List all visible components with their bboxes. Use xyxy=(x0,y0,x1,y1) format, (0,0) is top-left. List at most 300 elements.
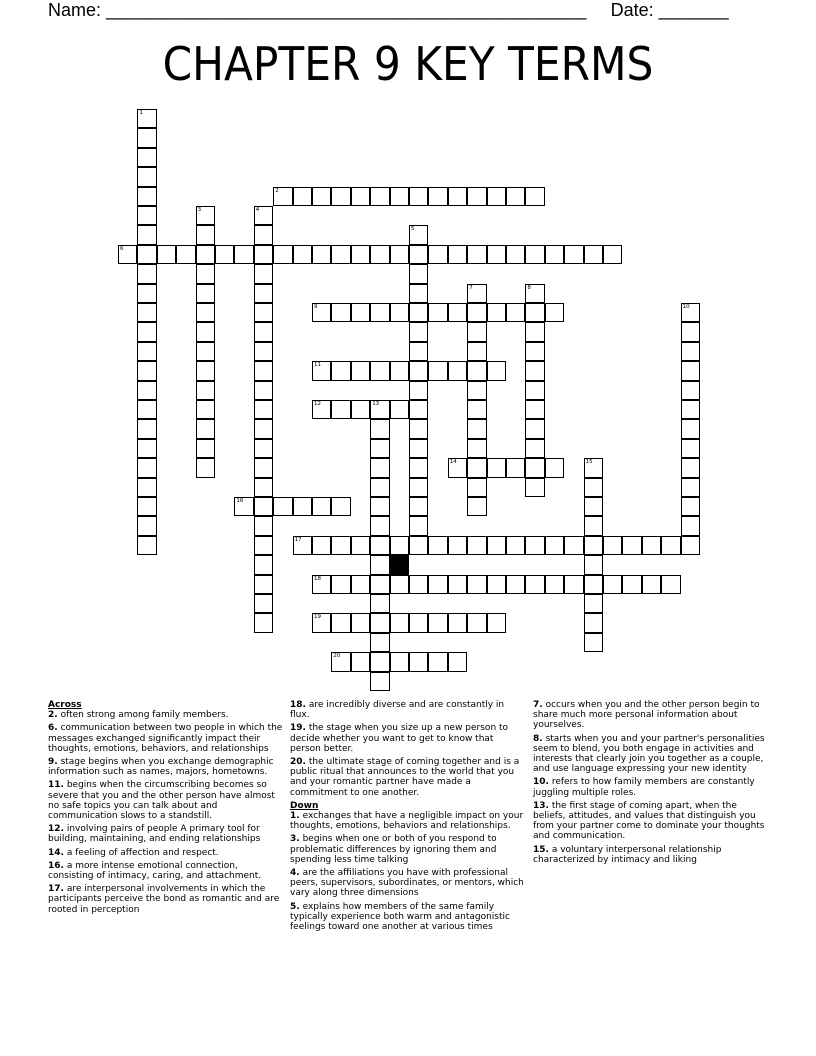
grid-cell[interactable] xyxy=(370,303,389,322)
grid-cell[interactable] xyxy=(525,322,544,341)
grid-cell[interactable] xyxy=(196,245,215,264)
grid-cell[interactable] xyxy=(137,361,156,380)
grid-cell[interactable] xyxy=(196,322,215,341)
grid-cell[interactable] xyxy=(448,613,467,632)
grid-cell[interactable] xyxy=(428,361,447,380)
grid-cell[interactable] xyxy=(351,187,370,206)
grid-cell[interactable] xyxy=(681,478,700,497)
grid-cell[interactable] xyxy=(370,478,389,497)
grid-cell[interactable] xyxy=(390,575,409,594)
grid-cell[interactable] xyxy=(118,245,137,264)
grid-cell[interactable] xyxy=(525,361,544,380)
grid-cell[interactable] xyxy=(137,167,156,186)
grid-cell[interactable] xyxy=(409,419,428,438)
grid-cell[interactable] xyxy=(137,419,156,438)
grid-cell[interactable] xyxy=(681,439,700,458)
grid-cell[interactable] xyxy=(254,419,273,438)
grid-cell[interactable] xyxy=(584,594,603,613)
grid-cell[interactable] xyxy=(331,613,350,632)
grid-cell[interactable] xyxy=(351,361,370,380)
grid-cell[interactable] xyxy=(467,361,486,380)
grid-cell[interactable] xyxy=(448,361,467,380)
grid-cell[interactable] xyxy=(448,187,467,206)
grid-cell[interactable] xyxy=(525,575,544,594)
grid-cell[interactable] xyxy=(661,536,680,555)
grid-cell[interactable] xyxy=(137,536,156,555)
grid-cell[interactable] xyxy=(254,478,273,497)
grid-cell[interactable] xyxy=(506,575,525,594)
grid-cell[interactable] xyxy=(273,187,292,206)
grid-cell[interactable] xyxy=(273,497,292,516)
grid-cell[interactable] xyxy=(331,400,350,419)
grid-cell[interactable] xyxy=(234,497,253,516)
grid-cell[interactable] xyxy=(196,264,215,283)
grid-cell[interactable] xyxy=(254,497,273,516)
grid-cell[interactable] xyxy=(525,245,544,264)
grid-cell[interactable] xyxy=(409,303,428,322)
grid-cell[interactable] xyxy=(370,652,389,671)
grid-cell[interactable] xyxy=(254,516,273,535)
grid-cell[interactable] xyxy=(584,555,603,574)
grid-cell[interactable] xyxy=(312,536,331,555)
grid-cell[interactable] xyxy=(409,187,428,206)
grid-cell[interactable] xyxy=(254,536,273,555)
grid-cell[interactable] xyxy=(137,439,156,458)
grid-cell[interactable] xyxy=(564,536,583,555)
grid-cell[interactable] xyxy=(681,303,700,322)
grid-cell[interactable] xyxy=(331,245,350,264)
grid-cell[interactable] xyxy=(196,206,215,225)
grid-cell[interactable] xyxy=(137,478,156,497)
grid-cell[interactable] xyxy=(137,187,156,206)
across-clue-text: stage begins when you exchange demographic information such as names, majors, hometowns. xyxy=(48,757,274,778)
down-clue-text: are the affiliations you have with professional peers, supervisors, subordinates, or mentors, which vary along three dimensions xyxy=(290,868,524,899)
grid-cell[interactable] xyxy=(506,187,525,206)
grid-cell[interactable] xyxy=(467,381,486,400)
grid-cell[interactable] xyxy=(137,497,156,516)
grid-cell[interactable] xyxy=(525,381,544,400)
grid-cell[interactable] xyxy=(409,613,428,632)
grid-cell[interactable] xyxy=(506,458,525,477)
grid-cell[interactable] xyxy=(584,245,603,264)
grid-cell[interactable] xyxy=(506,245,525,264)
grid-cell[interactable] xyxy=(370,555,389,574)
grid-cell[interactable] xyxy=(370,613,389,632)
grid-cell[interactable] xyxy=(273,245,292,264)
clue-number-label: 20 xyxy=(333,653,341,660)
grid-cell[interactable] xyxy=(545,245,564,264)
grid-cell[interactable] xyxy=(681,536,700,555)
grid-cell[interactable] xyxy=(254,322,273,341)
grid-cell[interactable] xyxy=(409,497,428,516)
grid-cell[interactable] xyxy=(196,419,215,438)
grid-cell[interactable] xyxy=(428,613,447,632)
grid-cell[interactable] xyxy=(467,478,486,497)
grid-cell[interactable] xyxy=(331,303,350,322)
across-clue-number: 16. xyxy=(48,860,64,871)
grid-cell[interactable] xyxy=(603,575,622,594)
grid-cell[interactable] xyxy=(584,458,603,477)
grid-cell[interactable] xyxy=(331,187,350,206)
grid-cell[interactable] xyxy=(525,536,544,555)
clue-number-label: 15 xyxy=(585,459,593,466)
clue-number-label: 13 xyxy=(372,401,380,407)
grid-cell[interactable] xyxy=(312,575,331,594)
grid-cell[interactable] xyxy=(409,361,428,380)
grid-cell[interactable] xyxy=(196,439,215,458)
grid-cell[interactable] xyxy=(681,497,700,516)
grid-cell[interactable] xyxy=(312,613,331,632)
grid-cell[interactable] xyxy=(196,303,215,322)
grid-cell[interactable] xyxy=(370,361,389,380)
grid-cell[interactable] xyxy=(409,439,428,458)
grid-cell[interactable] xyxy=(293,497,312,516)
grid-cell[interactable] xyxy=(390,400,409,419)
grid-cell[interactable] xyxy=(312,361,331,380)
down-clue-text: refers to how family members are constantly juggling multiple roles. xyxy=(533,777,755,798)
grid-cell[interactable] xyxy=(487,245,506,264)
grid-cell[interactable] xyxy=(681,361,700,380)
grid-cell[interactable] xyxy=(642,575,661,594)
down-clue-number: 10. xyxy=(533,777,549,788)
grid-cell[interactable] xyxy=(409,478,428,497)
across-clue-number: 9. xyxy=(48,757,58,768)
grid-cell[interactable] xyxy=(254,594,273,613)
grid-cell[interactable] xyxy=(331,361,350,380)
grid-cell[interactable] xyxy=(254,245,273,264)
down-clue xyxy=(290,811,526,831)
grid-cell[interactable] xyxy=(584,536,603,555)
grid-cell[interactable] xyxy=(467,303,486,322)
grid-cell[interactable] xyxy=(312,497,331,516)
grid-cell[interactable] xyxy=(487,536,506,555)
grid-cell[interactable] xyxy=(545,458,564,477)
grid-cell[interactable] xyxy=(584,497,603,516)
grid-cell[interactable] xyxy=(370,497,389,516)
grid-cell[interactable] xyxy=(545,575,564,594)
grid-cell[interactable] xyxy=(428,652,447,671)
down-clue xyxy=(533,801,769,842)
grid-cell[interactable] xyxy=(370,594,389,613)
grid-cell[interactable] xyxy=(467,575,486,594)
grid-cell[interactable] xyxy=(390,245,409,264)
grid-cell[interactable] xyxy=(584,613,603,632)
grid-cell[interactable] xyxy=(525,400,544,419)
grid-cell[interactable] xyxy=(409,322,428,341)
clue-number-label: 5 xyxy=(411,226,415,233)
grid-cell[interactable] xyxy=(137,206,156,225)
grid-cell[interactable] xyxy=(293,245,312,264)
grid-cell[interactable] xyxy=(370,672,389,691)
grid-cell[interactable] xyxy=(254,400,273,419)
grid-cell[interactable] xyxy=(254,284,273,303)
down-clue-text: starts when you and your partner's personalities seem to blend, you both engage in activities and interests that clearly join you together as a couple, and use language expressing your new identity xyxy=(533,733,765,775)
grid-cell[interactable] xyxy=(137,225,156,244)
grid-cell[interactable] xyxy=(196,381,215,400)
grid-cell[interactable] xyxy=(487,613,506,632)
grid-cell[interactable] xyxy=(351,303,370,322)
grid-cell[interactable] xyxy=(467,400,486,419)
page-title: CHAPTER 9 KEY TERMS xyxy=(162,37,654,91)
grid-cell[interactable] xyxy=(312,400,331,419)
grid-cell[interactable] xyxy=(370,439,389,458)
grid-cell[interactable] xyxy=(448,652,467,671)
grid-cell[interactable] xyxy=(351,536,370,555)
grid-cell[interactable] xyxy=(448,303,467,322)
grid-cell[interactable] xyxy=(467,284,486,303)
grid-cell[interactable] xyxy=(390,187,409,206)
grid-cell[interactable] xyxy=(525,187,544,206)
grid-cell[interactable] xyxy=(545,303,564,322)
grid-cell[interactable] xyxy=(137,322,156,341)
clue-number-label: 3 xyxy=(197,207,202,213)
grid-cell[interactable] xyxy=(254,264,273,283)
grid-cell[interactable] xyxy=(467,439,486,458)
grid-cell[interactable] xyxy=(196,400,215,419)
grid-cell[interactable] xyxy=(137,303,156,322)
grid-cell[interactable] xyxy=(564,575,583,594)
grid-cell[interactable] xyxy=(448,245,467,264)
across-clue xyxy=(48,884,284,915)
grid-cell[interactable] xyxy=(409,381,428,400)
across-clue-text: begins when the circumscribing becomes so severe that you and the other person have almost no safe topics you can talk about and communication slows to a standstill. xyxy=(48,780,275,822)
grid-cell[interactable] xyxy=(487,361,506,380)
clue-number-label: 6 xyxy=(120,245,124,252)
across-clue-number: 14. xyxy=(48,847,64,858)
grid-cell[interactable] xyxy=(137,264,156,283)
grid-cell[interactable] xyxy=(137,128,156,147)
grid-cell[interactable] xyxy=(409,400,428,419)
grid-cell[interactable] xyxy=(254,575,273,594)
grid-cell[interactable] xyxy=(390,536,409,555)
grid-cell[interactable] xyxy=(525,419,544,438)
grid-cell[interactable] xyxy=(467,187,486,206)
grid-cell[interactable] xyxy=(506,536,525,555)
clue-number-label: 9 xyxy=(314,304,318,310)
grid-cell[interactable] xyxy=(525,284,544,303)
grid-cell[interactable] xyxy=(196,342,215,361)
grid-cell[interactable] xyxy=(351,245,370,264)
grid-cell[interactable] xyxy=(661,575,680,594)
grid-cell[interactable] xyxy=(506,303,525,322)
down-clue xyxy=(290,902,526,933)
grid-cell[interactable] xyxy=(254,458,273,477)
grid-cell[interactable] xyxy=(254,555,273,574)
grid-cell[interactable] xyxy=(331,536,350,555)
grid-cell[interactable] xyxy=(370,187,389,206)
grid-cell[interactable] xyxy=(467,536,486,555)
grid-cell[interactable] xyxy=(584,633,603,652)
grid-cell[interactable] xyxy=(137,400,156,419)
grid-cell[interactable] xyxy=(467,458,486,477)
across-clue xyxy=(290,723,526,754)
grid-cell[interactable] xyxy=(254,225,273,244)
grid-cell[interactable] xyxy=(137,381,156,400)
across-clue xyxy=(48,861,284,881)
grid-cell[interactable] xyxy=(622,575,641,594)
grid-cell[interactable] xyxy=(487,187,506,206)
grid-cell[interactable] xyxy=(390,652,409,671)
down-clue-number: 15. xyxy=(533,844,549,855)
grid-cell[interactable] xyxy=(622,536,641,555)
grid-cell[interactable] xyxy=(254,439,273,458)
grid-cell[interactable] xyxy=(428,245,447,264)
grid-cell[interactable] xyxy=(196,458,215,477)
grid-cell[interactable] xyxy=(137,458,156,477)
clue-number-label: 12 xyxy=(314,401,321,407)
grid-cell[interactable] xyxy=(409,575,428,594)
grid-cell[interactable] xyxy=(370,419,389,438)
grid-cell[interactable] xyxy=(584,478,603,497)
grid-cell[interactable] xyxy=(681,322,700,341)
grid-cell[interactable] xyxy=(370,400,389,419)
grid-cell[interactable] xyxy=(603,536,622,555)
grid-cell[interactable] xyxy=(525,478,544,497)
grid-cell[interactable] xyxy=(254,613,273,632)
grid-cell[interactable] xyxy=(254,361,273,380)
grid-cell[interactable] xyxy=(409,225,428,244)
clue-number-label: 7 xyxy=(469,284,473,291)
down-heading: Down xyxy=(290,800,319,811)
clue-number-label: 10 xyxy=(682,304,690,310)
grid-cell[interactable] xyxy=(351,613,370,632)
grid-cell[interactable] xyxy=(642,536,661,555)
grid-cell[interactable] xyxy=(467,419,486,438)
grid-cell[interactable] xyxy=(448,575,467,594)
grid-cell[interactable] xyxy=(487,575,506,594)
grid-cell[interactable] xyxy=(681,342,700,361)
clue-number-label: 18 xyxy=(314,575,321,582)
grid-cell[interactable] xyxy=(390,361,409,380)
grid-cell[interactable] xyxy=(312,245,331,264)
across-clue-number: 6. xyxy=(48,723,58,734)
grid-cell[interactable] xyxy=(176,245,195,264)
grid-cell[interactable] xyxy=(448,536,467,555)
grid-cell[interactable] xyxy=(331,497,350,516)
grid-cell[interactable] xyxy=(293,187,312,206)
clues-column-3 xyxy=(533,700,769,868)
grid-cell[interactable] xyxy=(390,613,409,632)
grid-cell[interactable] xyxy=(196,284,215,303)
grid-cell[interactable] xyxy=(409,516,428,535)
grid-cell[interactable] xyxy=(428,303,447,322)
grid-cell[interactable] xyxy=(467,497,486,516)
grid-cell[interactable] xyxy=(351,400,370,419)
grid-cell[interactable] xyxy=(409,264,428,283)
grid-cell[interactable] xyxy=(681,381,700,400)
grid-cell[interactable] xyxy=(370,516,389,535)
grid-cell[interactable] xyxy=(370,633,389,652)
grid-cell[interactable] xyxy=(525,303,544,322)
grid-cell[interactable] xyxy=(137,148,156,167)
grid-cell[interactable] xyxy=(409,245,428,264)
grid-cell[interactable] xyxy=(234,245,253,264)
grid-cell[interactable] xyxy=(564,245,583,264)
across-clue xyxy=(48,780,284,821)
grid-cell[interactable] xyxy=(487,303,506,322)
grid-cell[interactable] xyxy=(409,284,428,303)
across-clue xyxy=(48,824,284,844)
across-clue-number: 18. xyxy=(290,700,306,710)
grid-cell[interactable] xyxy=(196,225,215,244)
grid-cell[interactable] xyxy=(467,322,486,341)
grid-cell[interactable] xyxy=(312,303,331,322)
grid-cell[interactable] xyxy=(215,245,234,264)
clues-column-1 xyxy=(48,700,284,918)
grid-cell[interactable] xyxy=(681,400,700,419)
grid-cell[interactable] xyxy=(545,536,564,555)
across-clue xyxy=(48,723,284,754)
grid-cell[interactable] xyxy=(254,206,273,225)
across-heading: Across xyxy=(48,700,82,710)
across-clue-number: 19. xyxy=(290,723,306,734)
grid-cell[interactable] xyxy=(370,575,389,594)
grid-cell[interactable] xyxy=(137,342,156,361)
grid-cell[interactable] xyxy=(137,516,156,535)
date-label[interactable]: Date: _______ xyxy=(610,0,729,20)
grid-cell[interactable] xyxy=(312,187,331,206)
grid-cell[interactable] xyxy=(196,361,215,380)
grid-cell[interactable] xyxy=(428,536,447,555)
down-clue-number: 4. xyxy=(290,868,300,879)
grid-cell[interactable] xyxy=(370,458,389,477)
grid-cell[interactable] xyxy=(409,458,428,477)
grid-cell[interactable] xyxy=(390,303,409,322)
grid-cell[interactable] xyxy=(370,245,389,264)
grid-cell[interactable] xyxy=(584,575,603,594)
grid-cell[interactable] xyxy=(584,516,603,535)
grid-cell[interactable] xyxy=(409,536,428,555)
grid-cell[interactable] xyxy=(681,419,700,438)
grid-cell[interactable] xyxy=(525,342,544,361)
grid-cell[interactable] xyxy=(293,536,312,555)
down-clue-text: occurs when you and the other person begin to share much more personal information about yourselves. xyxy=(533,700,760,731)
grid-cell[interactable] xyxy=(137,284,156,303)
grid-cell[interactable] xyxy=(137,109,156,128)
grid-cell[interactable] xyxy=(467,245,486,264)
grid-cell[interactable] xyxy=(254,381,273,400)
grid-cell[interactable] xyxy=(428,187,447,206)
grid-cell[interactable] xyxy=(525,439,544,458)
clue-number-label: 16 xyxy=(236,498,244,504)
down-clue-number: 8. xyxy=(533,733,543,744)
across-clue xyxy=(290,757,526,798)
grid-cell[interactable] xyxy=(448,458,467,477)
grid-cell[interactable] xyxy=(409,652,428,671)
grid-cell[interactable] xyxy=(681,516,700,535)
grid-cell[interactable] xyxy=(254,303,273,322)
grid-cell[interactable] xyxy=(467,342,486,361)
grid-cell[interactable] xyxy=(331,575,350,594)
grid-cell[interactable] xyxy=(525,458,544,477)
grid-cell[interactable] xyxy=(370,536,389,555)
grid-cell[interactable] xyxy=(428,575,447,594)
grid-cell[interactable] xyxy=(603,245,622,264)
grid-cell[interactable] xyxy=(351,652,370,671)
grid-cell[interactable] xyxy=(409,342,428,361)
grid-cell[interactable] xyxy=(681,458,700,477)
grid-cell[interactable] xyxy=(487,458,506,477)
grid-cell[interactable] xyxy=(254,342,273,361)
grid-cell[interactable] xyxy=(331,652,350,671)
grid-cell[interactable] xyxy=(157,245,176,264)
grid-cell[interactable] xyxy=(467,613,486,632)
down-clue-number: 3. xyxy=(290,834,300,845)
grid-cell[interactable] xyxy=(137,245,156,264)
grid-cell[interactable] xyxy=(351,575,370,594)
down-clue-text: the first stage of coming apart, when the beliefs, attitudes, and values that distinguish you from your partner come to dominate your thoughts and communication. xyxy=(533,800,765,842)
name-label[interactable]: Name: ________________________________________________ xyxy=(48,0,587,20)
